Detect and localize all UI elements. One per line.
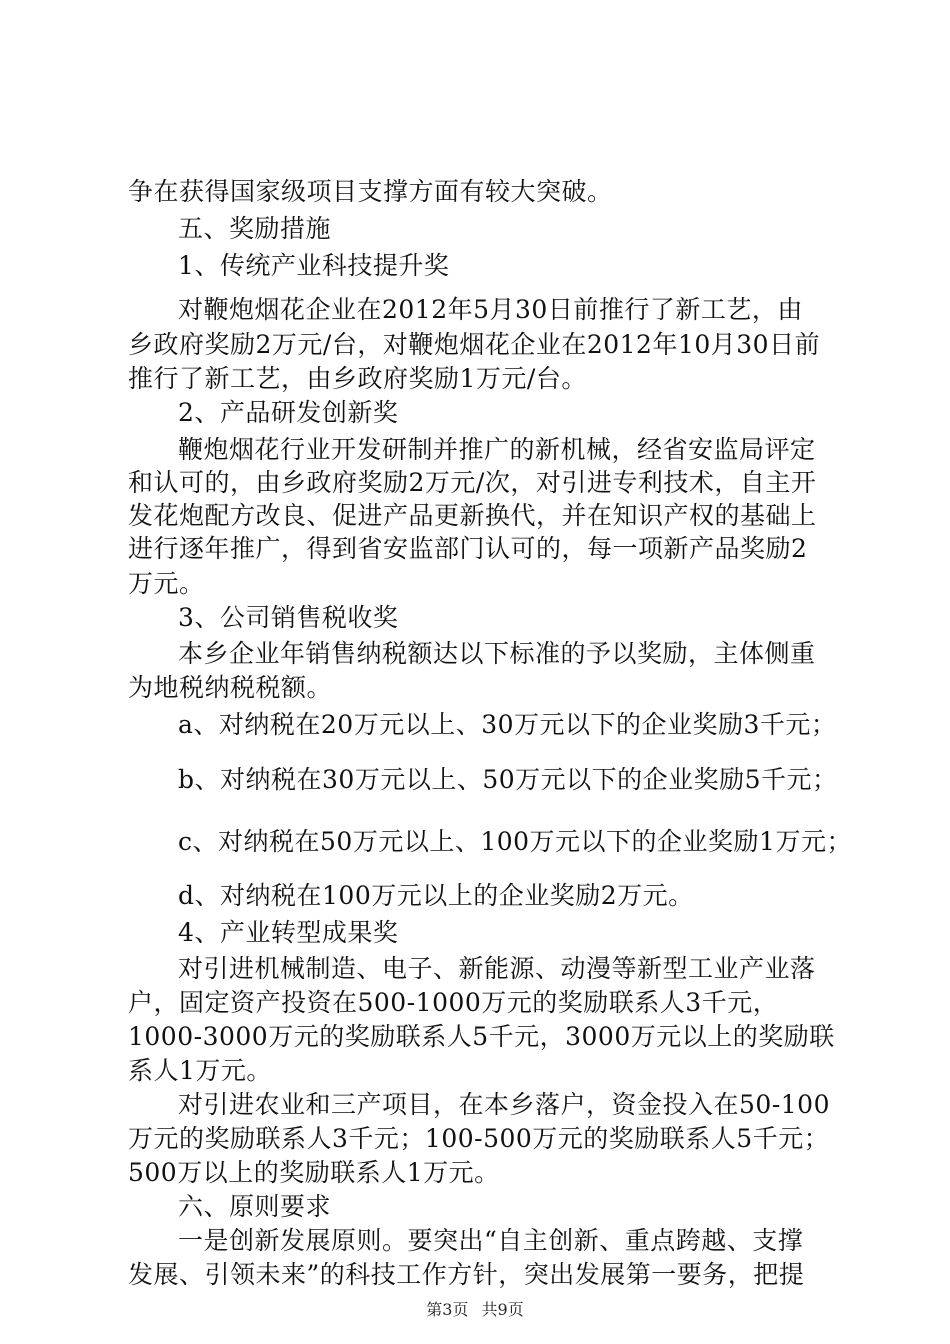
list-item: a、对纳税在20万元以上、30万元以下的企业奖励3千元；	[178, 710, 837, 739]
body-line: 推行了新工艺，由乡政府奖励1万元/台。	[128, 364, 587, 393]
subsection-heading: 1、传统产业科技提升奖	[178, 251, 450, 280]
body-line: 对引进农业和三产项目，在本乡落户，资金投入在50-100	[178, 1090, 830, 1119]
body-line: 进行逐年推广，得到省安监部门认可的，每一项新产品奖励2	[128, 534, 808, 563]
subsection-heading: 4、产业转型成果奖	[178, 918, 399, 947]
body-line: 发花炮配方改良、促进产品更新换代，并在知识产权的基础上	[128, 501, 817, 530]
body-line: 鞭炮烟花行业开发研制并推广的新机械，经省安监局评定	[178, 435, 816, 464]
body-line: 1000-3000万元的奖励联系人5千元，3000万元以上的奖励联	[128, 1022, 835, 1051]
list-item: b、对纳税在30万元以上、50万元以下的企业奖励5千元；	[178, 765, 838, 794]
body-line: 和认可的，由乡政府奖励2万元/次，对引进专利技术，自主开	[128, 468, 817, 497]
body-line: 为地税纳税税额。	[128, 673, 333, 702]
body-line: 系人1万元。	[128, 1056, 272, 1085]
page-footer	[0, 1300, 950, 1320]
body-line: 对引进机械制造、电子、新能源、动漫等新型工业产业落	[178, 954, 816, 983]
list-item: d、对纳税在100万元以上的企业奖励2万元。	[178, 881, 694, 910]
body-line: 发展、引领未来”的科技工作方针，突出发展第一要务，把提	[128, 1260, 805, 1289]
page-total: 共9页	[481, 1300, 524, 1319]
body-line: 对鞭炮烟花企业在2012年5月30日前推行了新工艺，由	[178, 295, 803, 324]
body-line: 户，固定资产投资在500-1000万元的奖励联系人3千元，	[128, 988, 779, 1017]
page-number: 第3页	[426, 1300, 469, 1319]
section-heading: 五、奖励措施	[178, 214, 332, 243]
body-line: 争在获得国家级项目支撑方面有较大突破。	[128, 177, 613, 206]
subsection-heading: 3、公司销售税收奖	[178, 603, 399, 632]
body-line: 乡政府奖励2万元/台，对鞭炮烟花企业在2012年10月30日前	[128, 330, 821, 359]
subsection-heading: 2、产品研发创新奖	[178, 398, 399, 427]
list-item: c、对纳税在50万元以上、100万元以下的企业奖励1万元；	[178, 827, 852, 856]
body-line: 本乡企业年销售纳税额达以下标准的予以奖励，主体侧重	[178, 639, 816, 668]
section-heading: 六、原则要求	[178, 1192, 332, 1221]
body-line: 一是创新发展原则。要突出“自主创新、重点跨越、支撑	[178, 1226, 804, 1255]
body-line: 万元的奖励联系人3千元；100-500万元的奖励联系人5千元；	[128, 1124, 830, 1153]
body-line: 500万以上的奖励联系人1万元。	[128, 1158, 500, 1187]
body-line: 万元。	[128, 569, 205, 598]
